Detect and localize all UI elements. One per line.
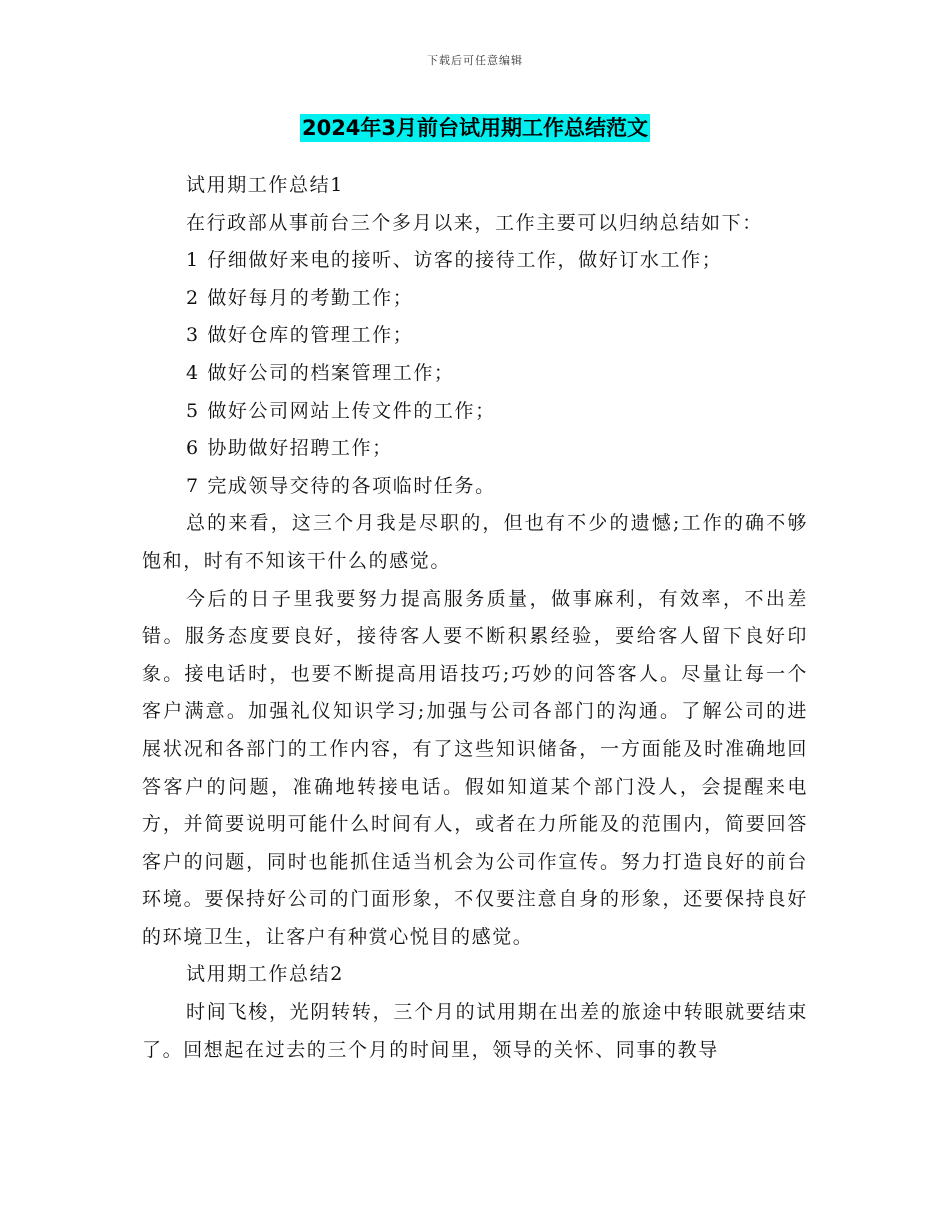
document-body	[142, 167, 808, 1069]
header-note: 下载后可任意编辑	[427, 54, 523, 67]
section1-heading: 试用期工作总结1	[186, 174, 344, 196]
list-item: 1 仔细做好来电的接听、访客的接待工作，做好订水工作；	[186, 249, 723, 272]
list-item: 4 做好公司的档案管理工作；	[186, 361, 455, 384]
list-item: 5 做好公司网站上传文件的工作；	[186, 399, 496, 422]
list-item: 3 做好仓库的管理工作；	[186, 324, 414, 347]
section2-heading: 试用期工作总结2	[186, 963, 344, 986]
list-item: 7 完成领导交待的各项临时任务。	[186, 474, 496, 497]
section1-intro: 在行政部从事前台三个多月以来，工作主要可以归纳总结如下：	[186, 211, 763, 234]
section1-paragraph-summary: 总的来看，这三个月我是尽职的，但也有不少的遗憾;工作的确不够饱和，时有不知该干什么的感觉。	[142, 512, 808, 572]
section2-paragraph: 时间飞梭，光阴转转，三个月的试用期在出差的旅途中转眼就要结束了。回想起在过去的三个月的时间里，领导的关怀、同事的教导	[142, 1001, 808, 1061]
list-item: 6 协助做好招聘工作；	[186, 437, 393, 460]
list-item: 2 做好每月的考勤工作；	[186, 286, 414, 309]
title-container	[0, 114, 950, 142]
section1-paragraph-plans: 今后的日子里我要努力提高服务质量，做事麻利，有效率，不出差错。服务态度要良好，接待客人要不断积累经验，要给客人留下良好印象。接电话时，也要不断提高用语技巧;巧妙的问答客人。尽量让每一个客户满意。加强礼仪知识学习;加强与公司各部门的沟通。了解公司的进展状况和各部门的工作内容，有了这些知识储备，一方面能及时准确地回答客户的问题，准确地转接电话。假如知道某个部门没人，会提醒来电方，并简要说明可能什么时间有人，或者在力所能及的范围内，简要回答客户的问题，同时也能抓住适当机会为公司作宣传。努力打造良好的前台环境。要保持好公司的门面形象，不仅要注意自身的形象，还要保持良好的环境卫生，让客户有种赏心悦目的感觉。	[142, 587, 808, 948]
document-title: 2024年3月前台试用期工作总结范文	[301, 116, 649, 140]
